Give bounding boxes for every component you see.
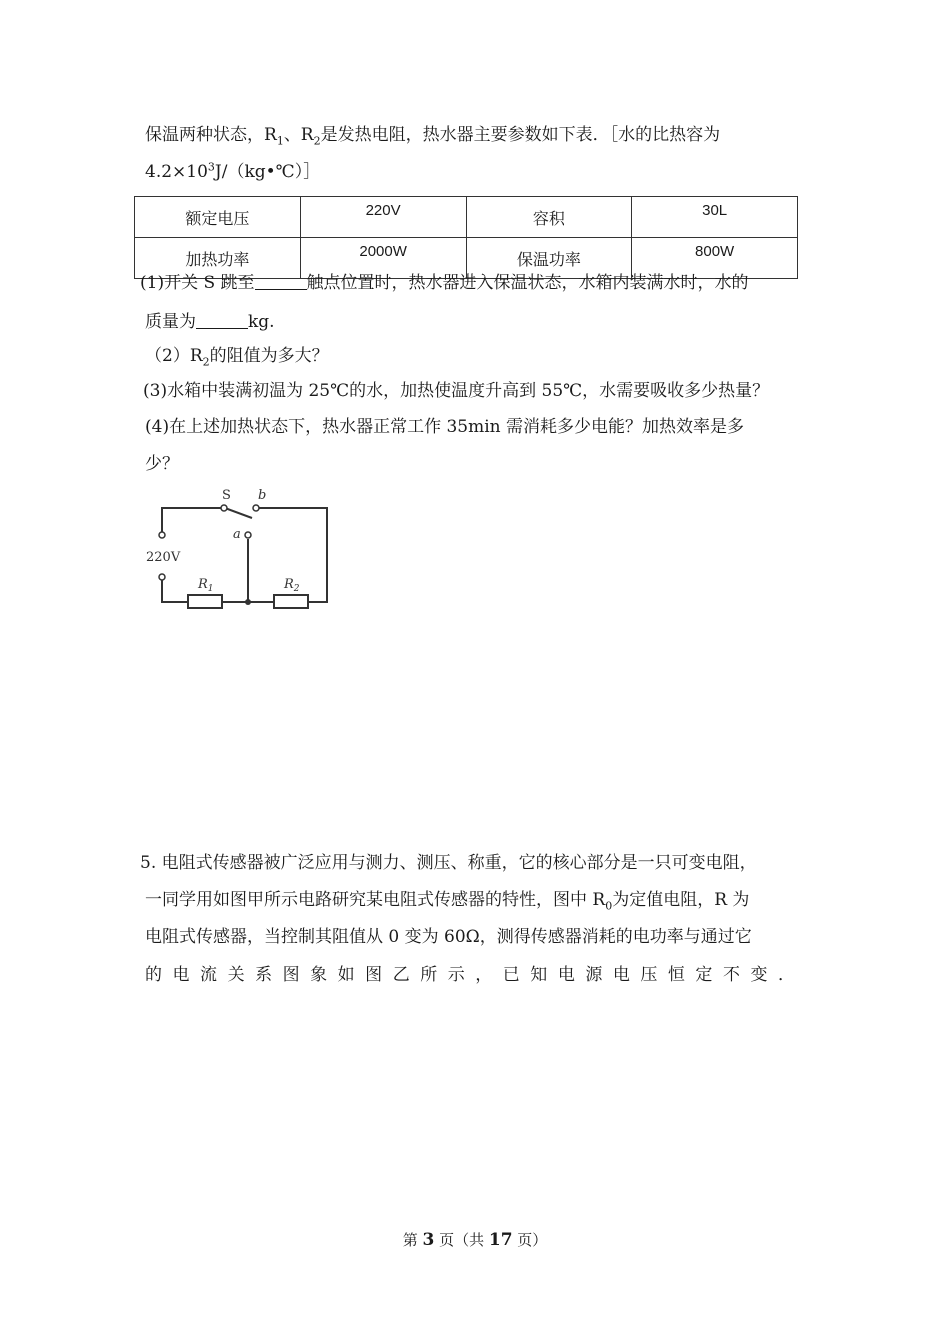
r1-label: $R_1$	[198, 577, 214, 594]
page-number: 3	[422, 1230, 435, 1250]
question-1-line-1: (1)开关 S 跳至 触点位置时，热水器进入保温状态，水箱内装满水时，水的	[140, 273, 749, 293]
question-3: (3)水箱中装满初温为 25℃的水，加热使温度升高到 55℃，水需要吸收多少热量？	[143, 381, 770, 401]
contact-b-terminal	[253, 505, 259, 511]
intro-line-2: $4.2\times 10^3J/(kg•℃)]$	[145, 160, 321, 182]
question-4-line-1: (4)在上述加热状态下，热水器正常工作 35min 需消耗多少电能？加热效率是多	[145, 417, 745, 437]
page-total: 17	[488, 1230, 513, 1250]
table-cell: 30L	[632, 197, 798, 238]
problem-5-line-4: 的电流关系图象如图乙所示，已知电源电压恒定不变．	[145, 965, 795, 985]
resistor-r1	[188, 595, 222, 608]
page-footer: 第 3 页（共 17 页）	[402, 1230, 548, 1250]
supply-terminal-top	[159, 532, 165, 538]
table-cell: 额定电压	[135, 197, 301, 238]
junction-dot	[245, 599, 251, 605]
switch-label: S	[222, 488, 231, 503]
table-cell: 800W	[632, 238, 798, 279]
table-cell: 容积	[466, 197, 632, 238]
circuit-diagram	[140, 484, 340, 616]
table-cell: 2000W	[300, 238, 466, 279]
contact-a-label: a	[233, 527, 241, 542]
r2-label: $R_2$	[284, 577, 300, 594]
question-4-line-2: 少？	[145, 454, 179, 474]
problem-5-line-1: 5. 电阻式传感器被广泛应用与测力、测压、称重，它的核心部分是一只可变电阻，	[140, 853, 757, 873]
table-cell: 保温功率	[466, 238, 632, 279]
switch-blade	[225, 508, 252, 518]
wire-bottom-left	[162, 580, 188, 602]
question-2: $(2)R_2$的阻值为多大？	[145, 346, 329, 369]
supply-terminal-bottom	[159, 574, 165, 580]
question-1-line-2: 质量为 kg.	[145, 312, 275, 332]
wire-top-left	[162, 508, 222, 532]
table-cell: 220V	[300, 197, 466, 238]
resistor-r2	[274, 595, 308, 608]
contact-b-label: b	[258, 488, 267, 503]
problem-5-line-3: 电阻式传感器，当控制其阻值从 0 变为 60Ω，测得传感器消耗的电功率与通过它	[145, 927, 752, 947]
switch-pivot-terminal	[221, 505, 227, 511]
voltage-label: 220V	[146, 550, 181, 565]
answer-blank	[255, 273, 307, 290]
intro-line-1: 保温两种状态，$R_1$、$R_2$是发热电阻，热水器主要参数如下表．［水的比热容为	[145, 125, 721, 148]
problem-5-line-2: 一同学用如图甲所示电路研究某电阻式传感器的特性，图中 $R_0$为定值电阻，R 为	[145, 890, 750, 913]
table-row	[135, 197, 798, 238]
answer-blank	[196, 312, 248, 329]
contact-a-terminal	[245, 532, 251, 538]
table-cell: 加热功率	[135, 238, 301, 279]
parameter-table	[134, 196, 798, 279]
